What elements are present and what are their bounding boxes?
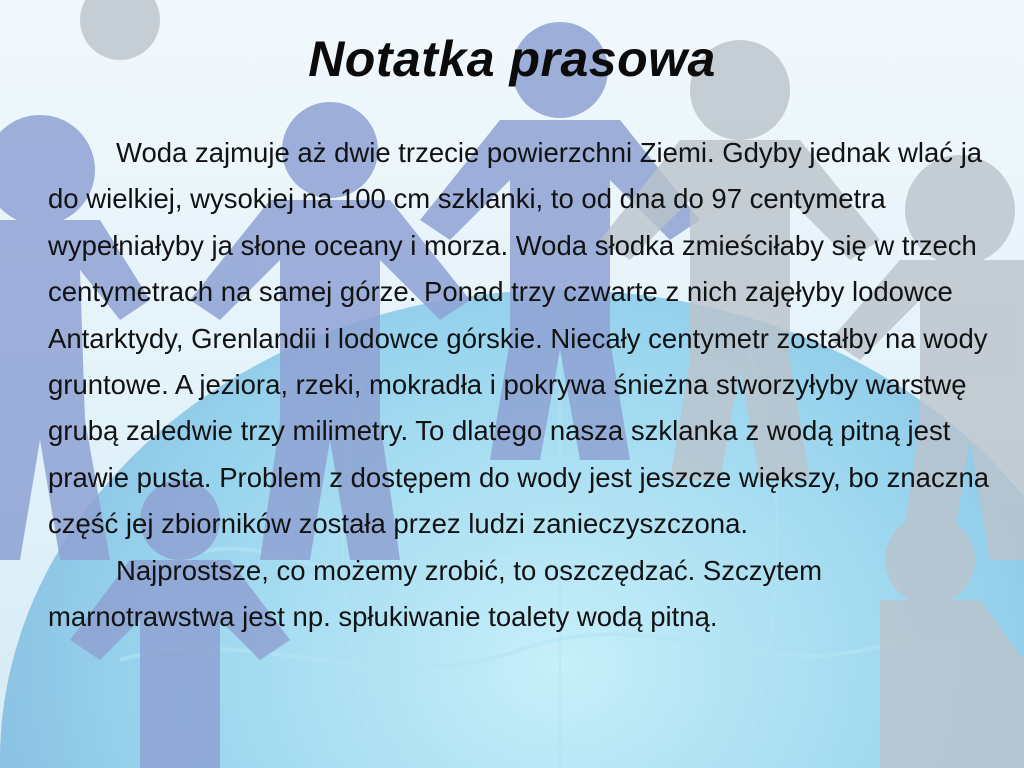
- slide-title: Notatka prasowa: [308, 31, 716, 87]
- paragraph-2: Najprostsze, co możemy zrobić, to oszczędzać. Szczytem marnotrawstwa jest np. spłukiwanie toalety wodą pitną.: [48, 554, 823, 633]
- paragraph-1: Woda zajmuje aż dwie trzecie powierzchni Ziemi. Gdyby jednak wlać ja do wielkiej, wysokiej na 100 cm szklanki, to od dna do 97 centymetra wypełniałyby ja słone oceany i morza. Woda słodka zmieściłaby się w trzech centymetrach na samej górze. Ponad trzy czwarte z nich zajęłyby lodowce Antarktydy, Grenlandii i lodowce górskie. Niecały centymetr zostałby na wody gruntowe. A jeziora, rzeki, mokradła i pokrywa śnieżna stworzyłyby warstwę grubą zaledwie trzy milimetry. To dlatego nasza szklanka z wodą pitną jest prawie pusta. Problem z dostępem do wody jest jeszcze większy, bo znaczna część jej zbiorników została przez ludzi zanieczyszczona.: [48, 137, 990, 540]
- press-note-body: [48, 130, 1012, 640]
